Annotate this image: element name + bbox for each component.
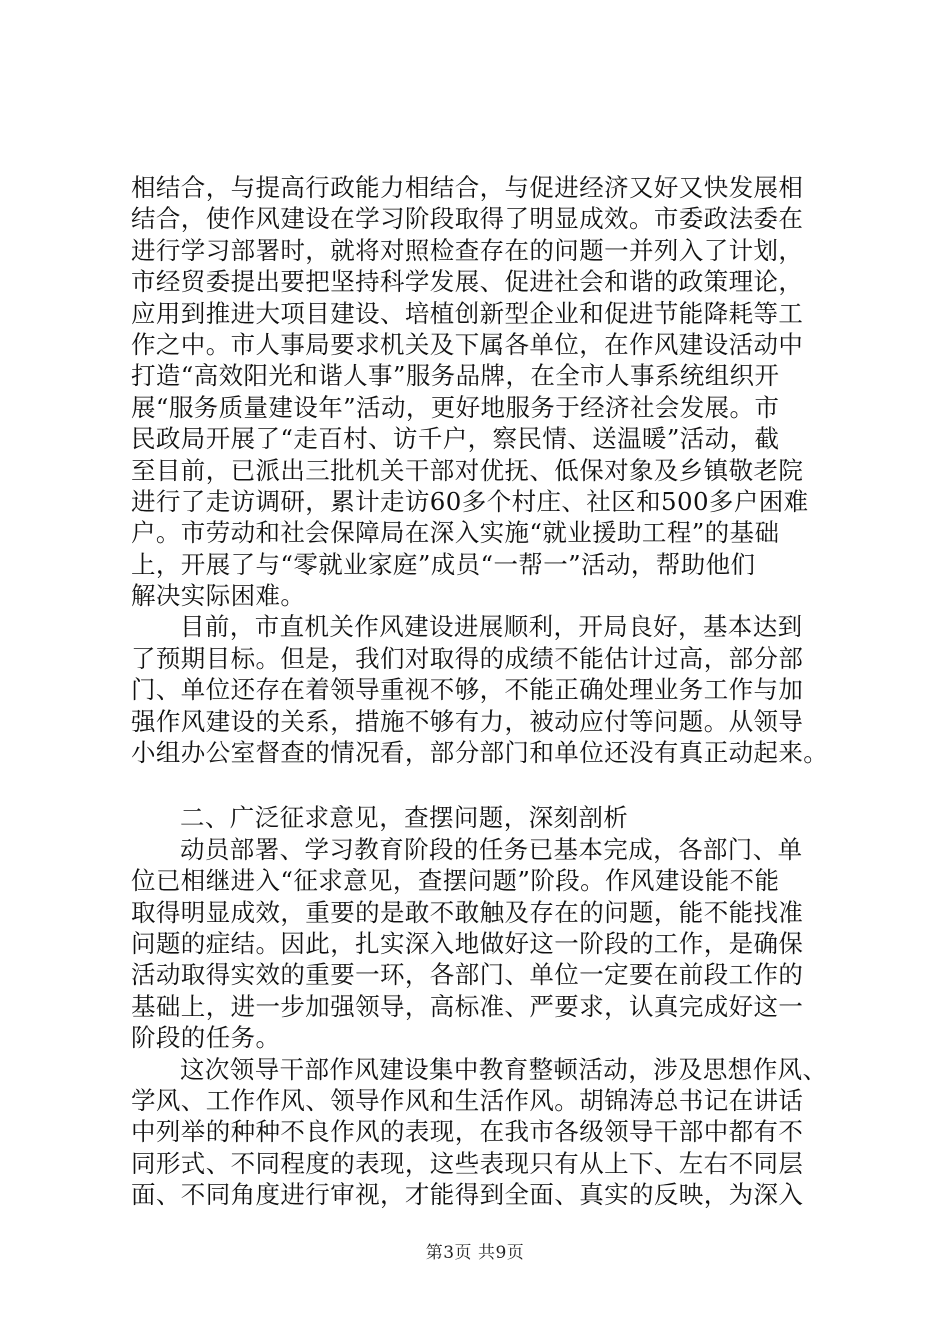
text-line: 强作风建设的关系，措施不够有力，被动应付等问题。从领导 xyxy=(131,706,804,736)
text-line: 展“服务质量建设年”活动，更好地服务于经济社会发展。市 xyxy=(131,392,780,422)
text-line: 基础上，进一步加强领导，高标准、严要求，认真完成好这一 xyxy=(131,991,804,1021)
page-number-footer: 第3页 共9页 xyxy=(425,1243,525,1263)
section-spacer xyxy=(131,768,831,802)
text-line: 了预期目标。但是，我们对取得的成绩不能估计过高，部分部 xyxy=(131,643,804,673)
text-line: 小组办公室督查的情况看，部分部门和单位还没有真正动起来。 xyxy=(131,738,829,768)
text-line: 结合，使作风建设在学习阶段取得了明显成效。市委政法委在 xyxy=(131,204,804,234)
text-line: 户。市劳动和社会保障局在深入实施“就业援助工程”的基础 xyxy=(131,518,780,548)
text-line: 动员部署、学习教育阶段的任务已基本完成，各部门、单 xyxy=(180,834,803,864)
paragraph-campaign-scope xyxy=(131,1054,831,1211)
text-line: 作之中。市人事局要求机关及下属各单位，在作风建设活动中 xyxy=(131,329,804,359)
text-line: 门、单位还存在着领导重视不够，不能正确处理业务工作与加 xyxy=(131,675,804,705)
paragraph-progress-summary xyxy=(131,611,831,768)
text-line: 问题的症结。因此，扎实深入地做好这一阶段的工作，是确保 xyxy=(131,928,804,958)
text-line: 位已相继进入“征求意见，查摆问题”阶段。作风建设能不能 xyxy=(131,866,780,896)
text-line: 取得明显成效，重要的是敢不敢触及存在的问题，能不能找准 xyxy=(131,897,804,927)
text-line: 上，开展了与“零就业家庭”成员“一帮一”活动，帮助他们 xyxy=(131,549,756,579)
text-line: 市经贸委提出要把坚持科学发展、促进社会和谐的政策理论， xyxy=(131,267,804,297)
text-line: 面、不同角度进行审视，才能得到全面、真实的反映，为深入 xyxy=(131,1180,804,1210)
document-body xyxy=(131,172,831,1211)
text-line: 目前，市直机关作风建设进展顺利，开局良好，基本达到 xyxy=(180,612,803,642)
section-heading-text: 二、广泛征求意见，查摆问题，深刻剖析 xyxy=(180,803,629,833)
text-line: 阶段的任务。 xyxy=(131,1023,281,1053)
text-line: 应用到推进大项目建设、培植创新型企业和促进节能降耗等工 xyxy=(131,298,804,328)
text-line: 进行学习部署时，就将对照检查存在的问题一并列入了计划， xyxy=(131,235,804,265)
paragraph-stage-tasks xyxy=(131,834,831,1054)
text-line: 同形式、不同程度的表现，这些表现只有从上下、左右不同层 xyxy=(131,1148,804,1178)
text-line: 这次领导干部作风建设集中教育整顿活动，涉及思想作风、 xyxy=(180,1054,828,1084)
text-line: 打造“高效阳光和谐人事”服务品牌，在全市人事系统组织开 xyxy=(131,361,780,391)
text-line: 相结合，与提高行政能力相结合，与促进经济又好又快发展相 xyxy=(131,173,804,202)
paragraph-continuation xyxy=(131,172,831,611)
section-heading xyxy=(131,802,831,833)
text-line: 解决实际困难。 xyxy=(131,581,306,611)
text-line: 进行了走访调研，累计走访60多个村庄、社区和500多户困难 xyxy=(131,486,809,516)
text-line: 活动取得实效的重要一环，各部门、单位一定要在前段工作的 xyxy=(131,960,804,990)
text-line: 中列举的种种不良作风的表现，在我市各级领导干部中都有不 xyxy=(131,1117,804,1147)
text-line: 学风、工作作风、领导作风和生活作风。胡锦涛总书记在讲话 xyxy=(131,1085,804,1115)
text-line: 民政局开展了“走百村、访千户，察民情、送温暖”活动，截 xyxy=(131,424,780,454)
text-line: 至目前，已派出三批机关干部对优抚、低保对象及乡镇敬老院 xyxy=(131,455,804,485)
